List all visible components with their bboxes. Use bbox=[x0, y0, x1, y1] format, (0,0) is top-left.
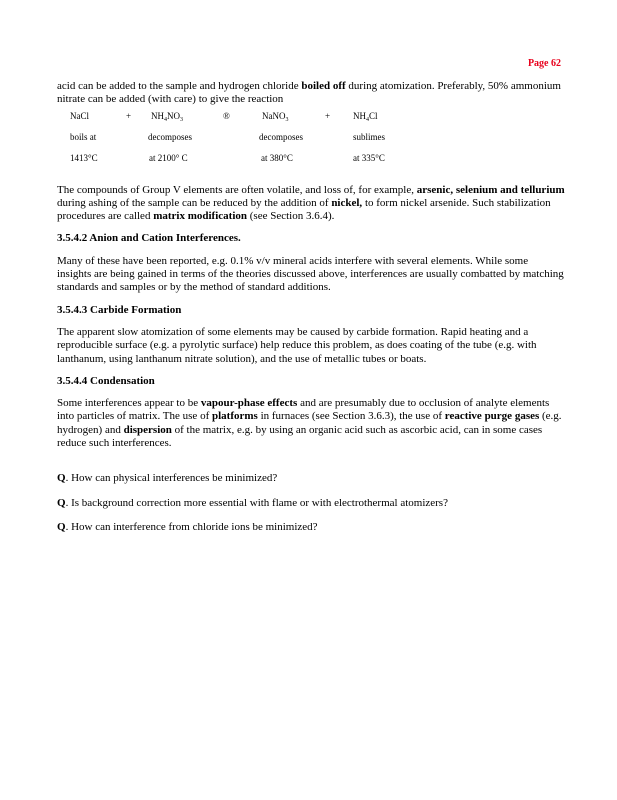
sodium-nitrate-formula: NaNO$_3$ bbox=[262, 110, 289, 123]
ammonium-nitrate-temperature: at 2100° C bbox=[149, 152, 188, 163]
plus-sign: + bbox=[325, 110, 331, 121]
group-v-paragraph: The compounds of Group V elements are often volatile, and loss of, for example, arsenic, selenium and tellurium during ashing of the sample can be reduced by the addition of nickel, to form nickel arsenide. Such stabilization procedures are called matrix modification (see Section 3.6.4). bbox=[57, 183, 565, 223]
document-body bbox=[57, 80, 565, 534]
section-body-3-5-4-4: Some interferences appear to be vapour-phase effects and are presumably due to occlusion of analyte elements into particles of matrix. The use of platforms in furnaces (see Section 3.6.3), the use of reactive purge gases (e.g. hydrogen) and dispersion of the matrix, e.g. by using an organic acid such as ascorbic acid, can in some cases reduce such interferences. bbox=[57, 397, 562, 450]
section-heading-3-5-4-4: 3.5.4.4 Condensation bbox=[57, 374, 155, 387]
ammonium-chloride-action: sublimes bbox=[353, 131, 386, 142]
question-item: Q. How can interference from chloride ions be minimized? bbox=[57, 520, 318, 533]
section-heading-3-5-4-3: 3.5.4.3 Carbide Formation bbox=[57, 303, 182, 316]
ammonium-nitrate-action: decomposes bbox=[148, 131, 192, 142]
ammonium-chloride-temperature: at 335°C bbox=[353, 152, 385, 163]
nacl-action: boils at bbox=[70, 131, 97, 142]
sodium-nitrate-temperature: at 380°C bbox=[261, 152, 293, 163]
page-number: Page 62 bbox=[527, 58, 561, 69]
plus-sign: + bbox=[126, 110, 132, 121]
ammonium-nitrate-formula: $NH_4NO_3$ bbox=[151, 110, 183, 123]
reaction-arrow-icon: ® bbox=[223, 110, 230, 121]
reaction-table bbox=[57, 109, 565, 172]
question-item: Q. How can physical interferences be minimized? bbox=[57, 472, 278, 485]
ammonium-chloride-formula: $NH_4Cl$ bbox=[353, 110, 378, 123]
section-body-3-5-4-3: The apparent slow atomization of some elements may be caused by carbide formation. Rapid heating and a reproducible surface (e.g. a pyrolytic surface) help reduce this problem, as does coating of the tube (e.g. with lanthanum, using lanthanum nitrate solution), and the use of metallic tubes or boats. bbox=[57, 325, 537, 365]
reaction-temperature-row bbox=[57, 151, 565, 172]
sodium-nitrate-action: decomposes bbox=[259, 131, 303, 142]
nacl-temperature: 1413°C bbox=[70, 152, 98, 163]
intro-paragraph: acid can be added to the sample and hydrogen chloride boiled off during atomization. Preferably, 50% ammonium nitrate can be added (with care) to give the reaction bbox=[57, 80, 561, 106]
reaction-species-row bbox=[57, 109, 565, 130]
section-heading-3-5-4-2: 3.5.4.2 Anion and Cation Interferences. bbox=[57, 232, 241, 245]
section-body-3-5-4-2: Many of these have been reported, e.g. 0.1% v/v mineral acids interfere with several elements. While some insights are being gained in terms of the theories discussed above, interferences are usually combatted by matching standards and samples or by the method of standard additions. bbox=[57, 254, 564, 294]
nacl-formula: NaCl bbox=[70, 110, 89, 121]
reaction-action-row bbox=[57, 130, 565, 151]
question-item: Q. Is background correction more essential with flame or with electrothermal atomizers? bbox=[57, 496, 448, 509]
